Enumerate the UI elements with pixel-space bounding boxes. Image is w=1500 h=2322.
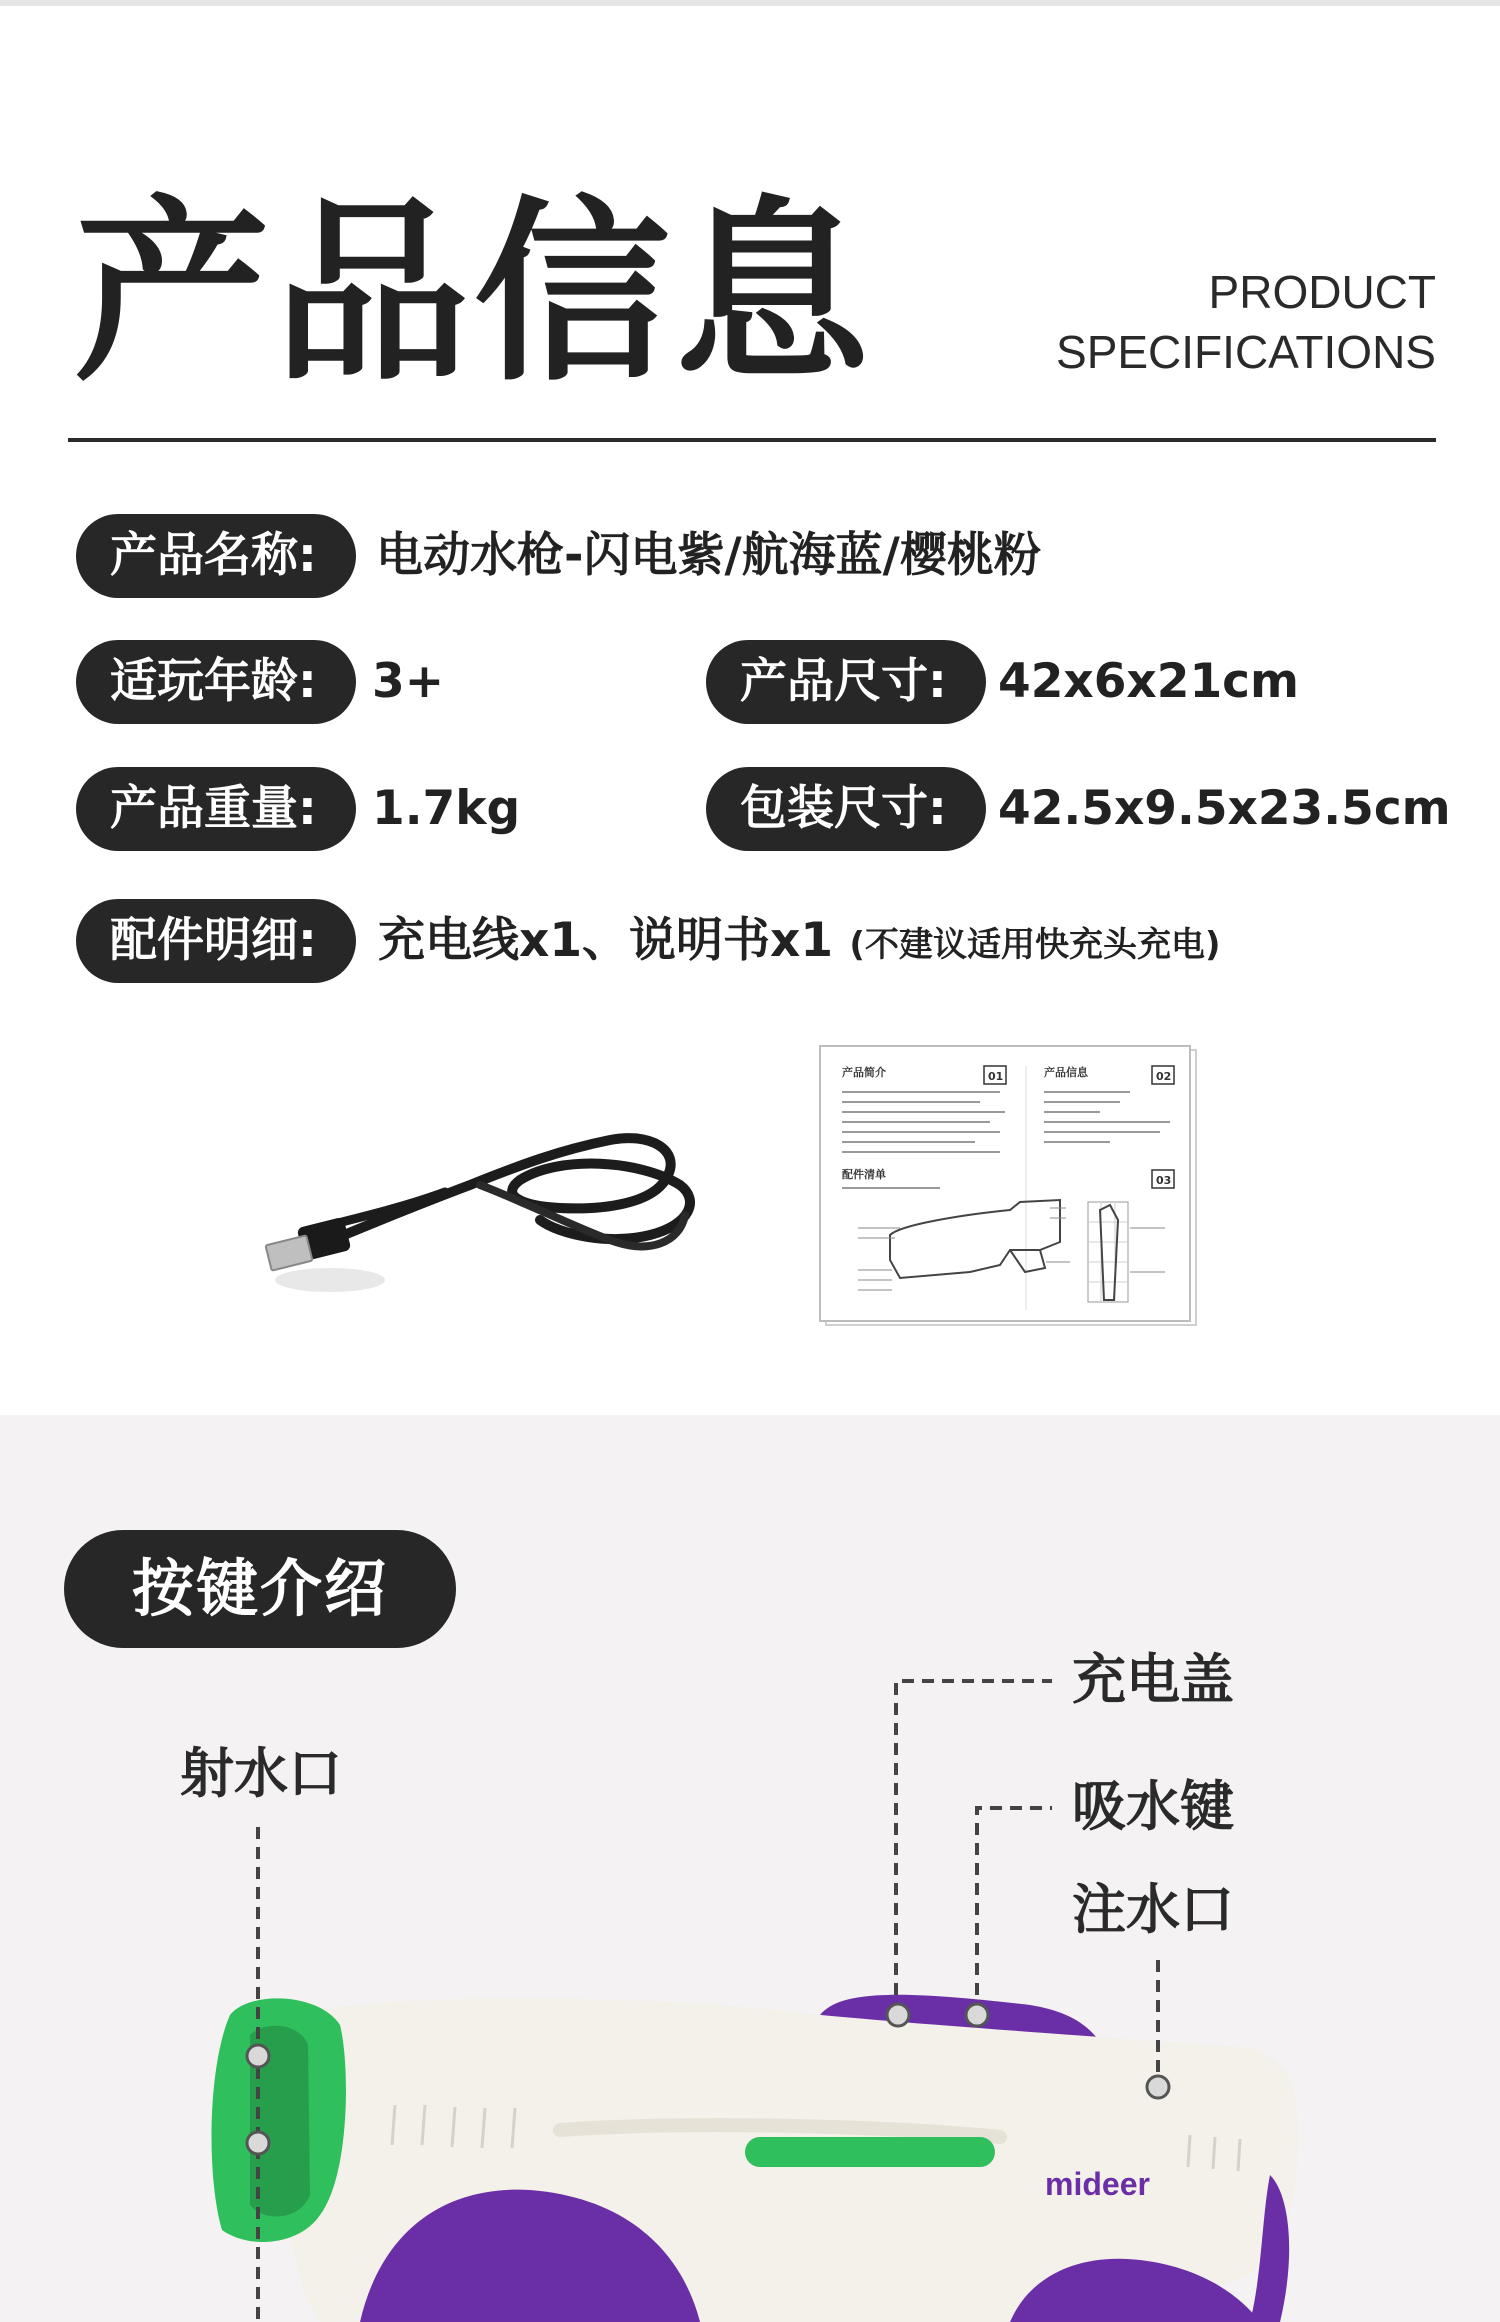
package-value: 42.5x9.5x23.5cm xyxy=(998,781,1451,836)
page-subtitle xyxy=(1056,262,1436,382)
manual-section1-title: 产品简介 xyxy=(842,1066,886,1079)
accessories-label: 配件明细: xyxy=(76,899,356,983)
accessories-value xyxy=(378,899,1221,987)
manual-section2-num: 02 xyxy=(1156,1070,1172,1083)
weight-label: 产品重量: xyxy=(76,767,356,851)
size-value: 42x6x21cm xyxy=(998,654,1299,709)
size-label: 产品尺寸: xyxy=(706,640,986,724)
subtitle-line-2: SPECIFICATIONS xyxy=(1056,326,1436,378)
age-label: 适玩年龄: xyxy=(76,640,356,724)
accessories-illustration xyxy=(0,1010,1500,1340)
manual-section1-num: 01 xyxy=(988,1070,1004,1083)
subtitle-line-1: PRODUCT xyxy=(1208,266,1436,318)
manual-section3-num: 03 xyxy=(1156,1174,1172,1187)
water-level-window xyxy=(745,2137,995,2167)
page-title: 产品信息 xyxy=(74,180,875,408)
nozzle-label: 射水口 xyxy=(180,1742,342,1805)
product-name-value: 电动水枪-闪电紫/航海蓝/樱桃粉 xyxy=(376,528,1041,583)
fill-port-label: 注水口 xyxy=(1072,1878,1234,1941)
suction-key-label: 吸水键 xyxy=(1072,1775,1234,1838)
accessories-items: 充电线x1、说明书x1 xyxy=(378,913,834,968)
manual-image xyxy=(820,1046,1196,1325)
title-rule xyxy=(68,438,1436,442)
age-value: 3+ xyxy=(372,654,445,709)
weight-value: 1.7kg xyxy=(372,781,521,836)
charging-cable-image xyxy=(265,1138,690,1292)
accessories-note: (不建议适用快充头充电) xyxy=(849,925,1221,965)
brand-logo: mideer xyxy=(1045,2166,1150,2202)
manual-section2-title: 产品信息 xyxy=(1044,1066,1088,1079)
charge-cover-label: 充电盖 xyxy=(1072,1648,1234,1711)
package-label: 包装尺寸: xyxy=(706,767,986,851)
button-intro-section xyxy=(0,1415,1500,2322)
manual-section3-title: 配件清单 xyxy=(842,1168,886,1181)
top-divider xyxy=(0,0,1500,6)
product-name-label: 产品名称: xyxy=(76,514,356,598)
button-intro-tag: 按键介绍 xyxy=(64,1530,456,1648)
